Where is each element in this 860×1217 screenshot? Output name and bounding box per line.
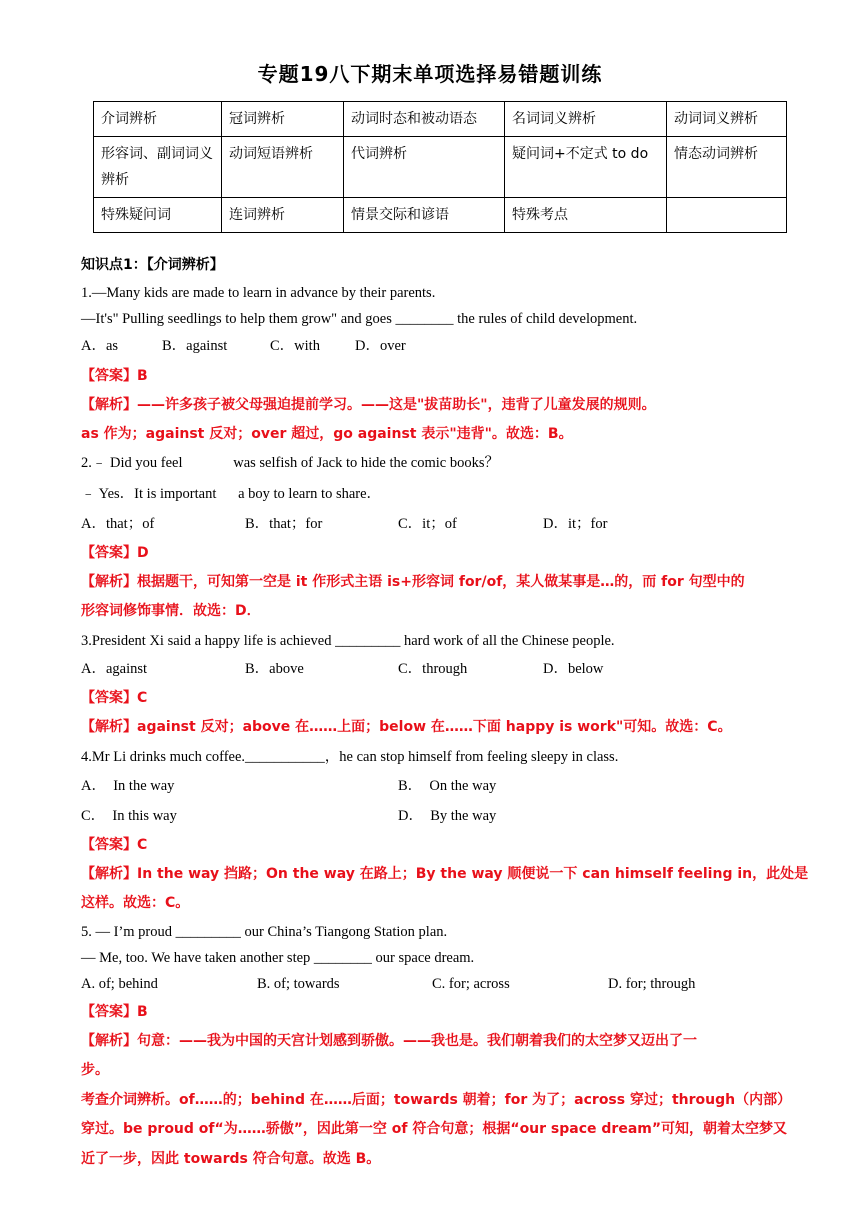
explanation-line: as 作为；against 反对；over 超过，go against 表示"违背"。故选：B。 (81, 426, 573, 442)
answer-label: 【答案】B (81, 1004, 148, 1020)
question-stem: 1.—Many kids are made to learn in advance by their parents. (81, 285, 436, 301)
table-cell: 特殊疑问词 (94, 198, 222, 233)
question-stem: — Me, too. We have taken another step ________ our space dream. (81, 950, 475, 966)
option-b: B．against (162, 338, 228, 354)
table-cell: 形容词、副词词义辨析 (94, 137, 222, 198)
explanation-line: 近了一步，因此 towards 符合句意。故选 B。 (81, 1151, 381, 1167)
table-cell: 介词辨析 (94, 102, 222, 137)
explanation-line: 【解析】句意：——我为中国的天宫计划感到骄傲。——我也是。我们朝着我们的太空梦又迈出了一 (81, 1033, 697, 1049)
table-cell: 连词辨析 (222, 198, 344, 233)
table-row (94, 102, 787, 137)
explanation-line: 【解析】against 反对；above 在……上面；below 在……下面 happy is work"可知。故选：C。 (81, 719, 732, 735)
table-cell: 情态动词辨析 (667, 137, 787, 198)
table-cell: 动词时态和被动语态 (344, 102, 505, 137)
table-cell: 疑问词+不定式 to do (505, 137, 667, 198)
option-c: C．it；of (398, 516, 457, 532)
explanation-line: 【解析】——许多孩子被父母强迫提前学习。——这是"拔苗助长"，违背了儿童发展的规则。 (81, 397, 656, 413)
option-d: D．below (543, 661, 604, 677)
table-cell: 动词词义辨析 (667, 102, 787, 137)
section-heading: 知识点1：【介词辨析】 (81, 257, 224, 273)
explanation-line: 考查介词辨析。of……的；behind 在……后面；towards 朝着；for 为了；across 穿过；through（内部） (81, 1092, 792, 1108)
table-cell: 代词辨析 (344, 137, 505, 198)
option-b: B． On the way (398, 778, 497, 794)
option-d: D．it；for (543, 516, 608, 532)
answer-label: 【答案】B (81, 368, 148, 384)
table-cell: 动词短语辨析 (222, 137, 344, 198)
topics-table (93, 101, 787, 233)
table-row (94, 198, 787, 233)
option-a: A．against (81, 661, 148, 677)
page-title: 专题19八下期末单项选择易错题训练 (257, 62, 603, 86)
explanation-line: 形容词修饰事情．故选：D． (81, 603, 261, 619)
explanation-line: 【解析】根据题干，可知第一空是 it 作形式主语 is+形容词 for/of，某人做某事是…的，而 for 句型中的 (81, 574, 745, 590)
answer-label: 【答案】C (81, 837, 148, 853)
option-c: C. for; across (432, 976, 510, 992)
table-cell: 情景交际和谚语 (344, 198, 505, 233)
option-d: D． By the way (398, 808, 497, 824)
option-b: B．above (245, 661, 304, 677)
explanation-line: 步。 (81, 1062, 109, 1078)
option-c: C．with (270, 338, 320, 354)
table-cell (667, 198, 787, 233)
table-cell: 冠词辨析 (222, 102, 344, 137)
table-cell: 特殊考点 (505, 198, 667, 233)
question-stem: 3.President Xi said a happy life is achieved _________ hard work of all the Chinese people. (81, 633, 615, 649)
question-stem: —It's" Pulling seedlings to help them grow" and goes ________ the rules of child development. (81, 311, 638, 327)
option-d: D. for; through (608, 976, 696, 992)
question-stem: 4.Mr Li drinks much coffee.___________，he can stop himself from feeling sleepy in class. (81, 749, 619, 765)
option-b: B. of; towards (257, 976, 340, 992)
option-d: D．over (355, 338, 406, 354)
explanation-line: 穿过。be proud of“为……骄傲”，因此第一空 of 符合句意；根据“our space dream”可知，朝着太空梦又 (81, 1121, 788, 1137)
answer-label: 【答案】C (81, 690, 148, 706)
table-row (94, 137, 787, 198)
question-stem: 5. — I’m proud _________ our China’s Tiangong Station plan. (81, 924, 448, 940)
explanation-line: 这样。故选：C。 (81, 895, 190, 911)
option-b: B．that；for (245, 516, 323, 532)
option-a: A．that；of (81, 516, 155, 532)
table-cell: 名词词义辨析 (505, 102, 667, 137)
option-c: C．through (398, 661, 468, 677)
option-a: A. of; behind (81, 976, 158, 992)
question-stem: ﹣ Yes．It is important a boy to learn to share． (81, 486, 382, 502)
question-stem: 2.﹣ Did you feel was selfish of Jack to hide the comic books？ (81, 455, 500, 471)
explanation-line: 【解析】In the way 挡路；On the way 在路上；By the way 顺便说一下 can himself feeling in，此处是 (81, 866, 809, 882)
option-a: A．as (81, 338, 119, 354)
option-a: A． In the way (81, 778, 175, 794)
answer-label: 【答案】D (81, 545, 149, 561)
option-c: C． In this way (81, 808, 177, 824)
